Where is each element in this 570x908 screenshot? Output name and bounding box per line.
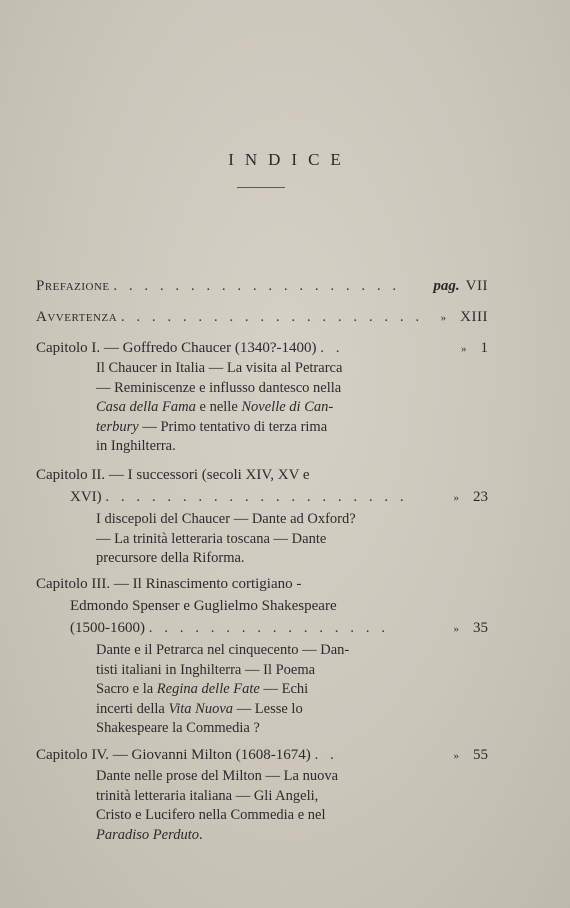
toc-entry-prefazione[interactable]: [36, 275, 488, 297]
toc-entry-avvertenza[interactable]: [36, 306, 488, 328]
summary-line: Cristo e Lucifero nella Commedia e nel: [96, 807, 326, 823]
entry-page-number: 1: [480, 340, 488, 356]
entry-page-ref: [454, 744, 489, 767]
ditto-mark: »: [453, 623, 459, 635]
summary-line: tisti italiani in Inghilterra — Il Poema: [96, 661, 316, 678]
chapter-summary: [96, 510, 356, 569]
ditto-mark: »: [461, 343, 467, 355]
page-title: INDICE: [228, 150, 352, 169]
summary-line: Dante nelle prose del Milton — La nuova: [96, 768, 339, 784]
summary-line: Dante e il Petrarca nel cinquecento — Dan-: [96, 642, 350, 658]
summary-line: Shakespeare la Commedia ?: [96, 720, 260, 736]
title-rule: [237, 187, 285, 188]
entry-label: Capitolo I. — Goffredo Chaucer (1340?-1400): [36, 340, 317, 356]
entry-page-number: XIII: [460, 309, 488, 325]
summary-line: I discepoli del Chaucer — Dante ad Oxford?: [96, 511, 356, 527]
entry-label-cont: (1500-1600): [70, 620, 145, 636]
entry-page-ref: [461, 337, 488, 360]
summary-line: incerti della Vita Nuova — Lesse lo: [96, 700, 303, 717]
entry-label: Capitolo II. — I successori (secoli XIV, XV e: [36, 467, 310, 483]
chapter-summary: [96, 641, 349, 739]
entry-label: Prefazione: [36, 278, 110, 294]
dot-leader: . . . . . . . . . . . . . . . . . . . .: [120, 309, 424, 325]
entry-label-cont: Edmondo Spenser e Guglielmo Shakespeare: [70, 598, 337, 614]
summary-line: trinità letteraria italiana — Gli Angeli,: [96, 787, 319, 804]
summary-line: Sacro e la Regina delle Fate — Echi: [96, 681, 309, 697]
entry-page-number: 35: [473, 620, 488, 636]
entry-label-cont: XVI): [70, 489, 102, 505]
entry-page-ref: [441, 306, 488, 329]
entry-label: Capitolo III. — Il Rinascimento cortigiano -: [36, 576, 302, 592]
toc-entry-capitolo-2-cont[interactable]: [70, 486, 488, 508]
ditto-mark: »: [440, 312, 447, 324]
dot-leader: . .: [314, 747, 338, 763]
dot-leader: . .: [320, 340, 344, 356]
toc-entry-capitolo-3-cont[interactable]: [70, 595, 488, 617]
summary-line: — La trinità letteraria toscana — Dante: [96, 530, 327, 547]
dot-leader: . . . . . . . . . . . . . . . .: [148, 620, 389, 636]
summary-line: Paradiso Perduto.: [96, 826, 203, 843]
toc-entry-capitolo-3-cont[interactable]: [70, 617, 488, 639]
summary-line: terbury — Primo tentativo di terza rima: [96, 418, 328, 435]
entry-page-ref: [454, 486, 489, 509]
entry-label: Capitolo IV. — Giovanni Milton (1608-1674): [36, 747, 311, 763]
dot-leader: . . . . . . . . . . . . . . . . . . .: [113, 278, 401, 294]
pag-label: pag.: [433, 278, 460, 294]
entry-page-number: VII: [465, 278, 488, 294]
ditto-mark: »: [453, 492, 459, 504]
entry-page-number: 23: [473, 489, 488, 505]
entry-page-number: 55: [473, 747, 488, 763]
entry-page-ref: [433, 275, 488, 297]
toc-entry-capitolo-3[interactable]: [36, 573, 488, 595]
summary-line: precursore della Riforma.: [96, 550, 245, 566]
toc-entry-capitolo-1[interactable]: [36, 337, 488, 359]
summary-line: Casa della Fama e nelle Novelle di Can-: [96, 399, 334, 415]
dot-leader: . . . . . . . . . . . . . . . . . . . .: [105, 489, 408, 505]
chapter-summary: [96, 767, 338, 845]
toc-entry-capitolo-4[interactable]: [36, 744, 488, 766]
entry-page-ref: [454, 617, 489, 640]
summary-line: in Inghilterra.: [96, 438, 176, 454]
entry-label: Avvertenza: [36, 309, 118, 325]
summary-line: — Reminiscenze e influsso dantesco nella: [96, 379, 342, 396]
summary-line: Il Chaucer in Italia — La visita al Petrarca: [96, 360, 343, 376]
ditto-mark: »: [453, 750, 459, 762]
chapter-summary: [96, 359, 342, 457]
toc-entry-capitolo-2[interactable]: [36, 464, 488, 486]
